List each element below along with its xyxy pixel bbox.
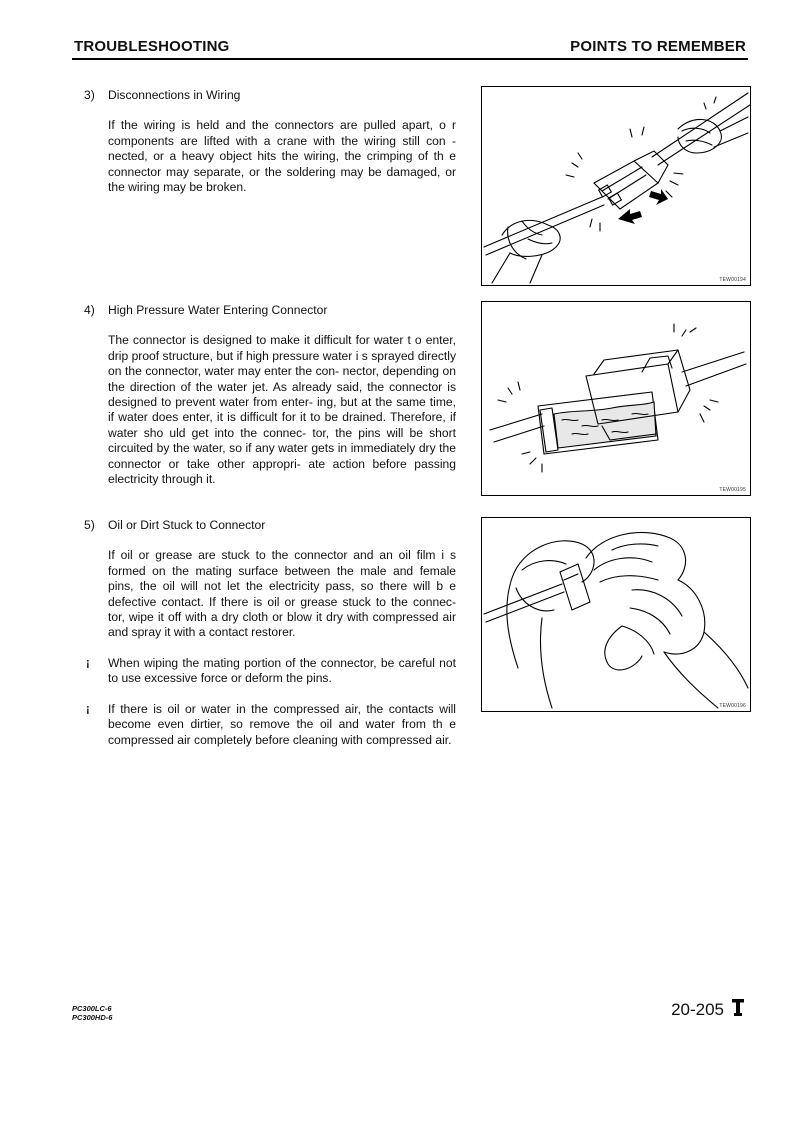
note-bullet-icon: ¡ (86, 657, 90, 669)
water-filled-connector-illustration (482, 302, 750, 495)
header-rule (72, 58, 748, 60)
header-title: TROUBLESHOOTING (74, 38, 230, 55)
hands-pulling-connector-illustration (482, 87, 750, 285)
section-heading: Disconnections in Wiring (108, 88, 241, 102)
section-title (84, 518, 456, 533)
figure-code: TEW00196 (719, 703, 746, 709)
section-title (84, 88, 456, 103)
section-title (84, 303, 456, 318)
figure-wiping-connector (481, 517, 751, 712)
note-text: When wiping the mating portion of the connector, be careful not to use excessive force or deform the pins. (108, 656, 456, 686)
figure-code: TEW00195 (719, 487, 746, 493)
section-high-pressure-water (84, 303, 456, 487)
note-bullet-icon: ¡ (86, 703, 90, 715)
figure-wiring-disconnection (481, 86, 751, 286)
hands-wiping-connector-illustration (482, 518, 750, 711)
section-number: 4) (84, 303, 95, 317)
section-oil-dirt (84, 518, 456, 641)
note-compressed-air (84, 702, 456, 748)
footer-models (72, 1004, 112, 1022)
section-body: The connector is designed to make it difficult for water t o enter, drip proof structure, but if high pressure water i s sprayed directly on the connector, water may enter the con- nector, depending on the direction of the water jet. As already said, the connector is designed to prevent water from enter- ing, but at the same time, if water does enter, it is difficult for it to be drained. Therefore, if water sho uld get into the connec- tor, the pins will be short circuited by the water, so if any water gets in immediately dry the connector or take other appropri- ate action before passing electricity through it. (108, 333, 456, 487)
section-number: 3) (84, 88, 95, 102)
section-body: If the wiring is held and the connectors are pulled apart, o r components are lifted with a crane with the wiring still con - nected, or a heavy object hits the wiring, the crimping of th e connector may separate, or the soldering may be damaged, or the wiring may be broken. (108, 118, 456, 195)
section-heading: Oil or Dirt Stuck to Connector (108, 518, 266, 532)
section-number: 5) (84, 518, 95, 532)
footer-model: PC300HD-6 (72, 1013, 113, 1022)
caution-mark-icon (732, 998, 744, 1018)
section-heading: High Pressure Water Entering Connector (108, 303, 328, 317)
footer-model: PC300LC-6 (72, 1004, 112, 1013)
page-number: 20-205 (671, 1000, 724, 1019)
section-body: If oil or grease are stuck to the connector and an oil film i s formed on the mating surface between the male and female pins, the oil will not let the electricity pass, so there will b e defective contact. If there is oil or grease stuck to the connec- tor, wipe it off with a dry cloth or blow it dry with compressed air and spray it with a contact restorer. (108, 548, 456, 640)
note-text: If there is oil or water in the compressed air, the contacts will become even dirtier, so remove the oil and water from th e compressed air completely before cleaning with compressed air. (108, 702, 456, 747)
header-subtitle: POINTS TO REMEMBER (570, 38, 746, 55)
note-wiping (84, 656, 456, 687)
figure-code: TEW00194 (719, 277, 746, 283)
section-disconnections (84, 88, 456, 195)
figure-water-in-connector (481, 301, 751, 496)
